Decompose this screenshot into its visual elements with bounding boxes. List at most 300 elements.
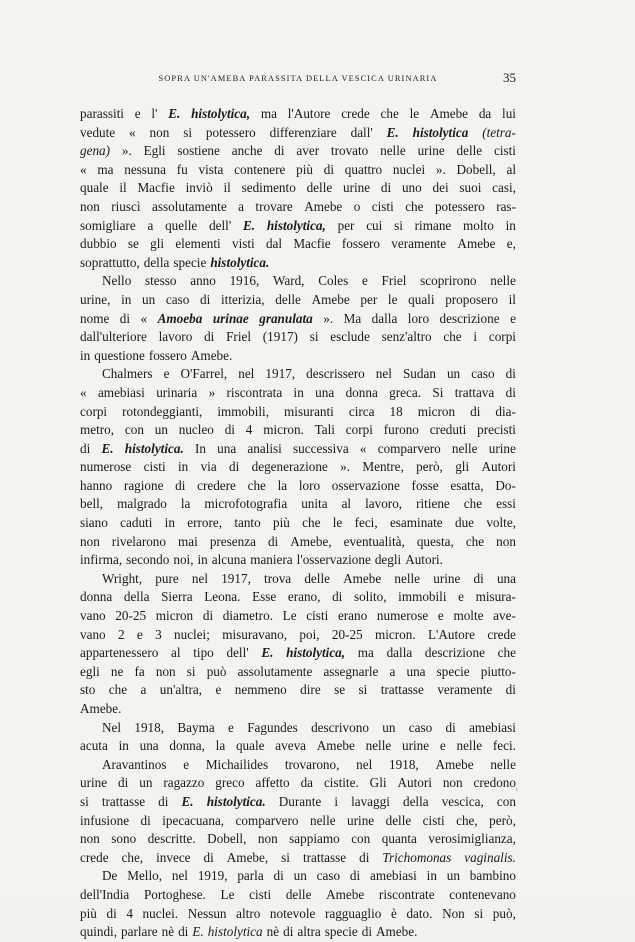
word: corpi bbox=[488, 329, 516, 345]
word: « bbox=[80, 384, 87, 400]
word: a bbox=[238, 198, 244, 214]
word: esaminate bbox=[389, 515, 443, 531]
text-line bbox=[80, 663, 516, 682]
word: vescica, bbox=[441, 793, 484, 809]
word: crede bbox=[341, 106, 370, 121]
word: descrizione bbox=[439, 310, 500, 326]
word: mai bbox=[178, 533, 198, 549]
word: Mello, bbox=[127, 868, 163, 884]
word: histolytica bbox=[207, 924, 263, 940]
word: di bbox=[178, 924, 189, 940]
word: di bbox=[119, 310, 131, 326]
word: feci, bbox=[354, 515, 378, 531]
word: ». bbox=[340, 459, 351, 475]
word: di bbox=[273, 868, 284, 884]
word: anche bbox=[231, 143, 263, 159]
word: a bbox=[147, 217, 154, 233]
word: Amebe bbox=[326, 886, 365, 902]
text-line bbox=[80, 198, 516, 217]
word: ragazzo bbox=[163, 775, 205, 791]
word: Amebe, bbox=[226, 849, 269, 865]
word: Nel bbox=[102, 719, 122, 735]
word: trattava bbox=[454, 384, 495, 400]
text-line bbox=[80, 421, 516, 440]
word: caso bbox=[165, 291, 190, 307]
word: di bbox=[445, 719, 456, 735]
word: quattro bbox=[344, 161, 383, 177]
word: osservazione bbox=[331, 477, 400, 493]
word: donna bbox=[345, 384, 378, 400]
word: secondo bbox=[126, 552, 170, 568]
word: histolytica. bbox=[124, 440, 184, 456]
word: e bbox=[439, 738, 446, 754]
word: cisti bbox=[422, 812, 445, 828]
word: comparvero bbox=[377, 440, 441, 456]
word: descrizione bbox=[424, 645, 485, 661]
text-line bbox=[80, 440, 516, 459]
word: una bbox=[406, 663, 426, 679]
word: (1917) bbox=[262, 329, 298, 345]
text-line bbox=[80, 310, 516, 329]
word: E. bbox=[181, 793, 194, 809]
word: ipecacuana, bbox=[162, 812, 225, 828]
word: non bbox=[257, 831, 278, 847]
word: degli bbox=[374, 552, 402, 568]
word: può bbox=[206, 663, 227, 679]
word: la bbox=[215, 738, 226, 754]
word: dal bbox=[265, 236, 283, 252]
text-line bbox=[80, 235, 516, 254]
word: trovare bbox=[255, 198, 293, 214]
running-title: SOPRA UN'AMEBA PARASSITA DELLA VESCICA URINARIA bbox=[158, 74, 438, 83]
word: sedimento bbox=[241, 180, 296, 196]
word: Autori bbox=[481, 459, 516, 475]
word: « bbox=[129, 124, 136, 140]
word: dall'ulteriore bbox=[80, 329, 147, 345]
word: più bbox=[80, 905, 97, 921]
word: Le bbox=[220, 886, 235, 902]
word: un bbox=[446, 366, 461, 382]
word: Dobell, bbox=[456, 161, 496, 177]
word: analisi bbox=[247, 440, 282, 456]
word: lavoro, bbox=[365, 496, 403, 512]
word: misuravano, bbox=[222, 626, 288, 642]
word: rotondeggianti, bbox=[122, 403, 203, 419]
word: di bbox=[158, 793, 169, 809]
word: greca. bbox=[389, 384, 421, 400]
word: 18 bbox=[389, 403, 403, 419]
text-line bbox=[80, 514, 516, 533]
word: non bbox=[80, 831, 100, 847]
word: non bbox=[149, 124, 170, 140]
text-line bbox=[80, 272, 516, 291]
word: descrissero bbox=[306, 366, 365, 382]
word: al bbox=[506, 161, 516, 177]
word: e bbox=[163, 366, 170, 382]
word: nelle bbox=[309, 812, 336, 828]
word: nome bbox=[80, 310, 110, 326]
word: i bbox=[473, 329, 478, 345]
word: nelle bbox=[456, 738, 483, 754]
text-line bbox=[80, 347, 516, 366]
text-line bbox=[80, 886, 516, 905]
word: dei bbox=[432, 180, 449, 196]
word: Do- bbox=[495, 477, 516, 493]
word: e bbox=[183, 756, 190, 772]
word: non bbox=[155, 663, 176, 679]
word: quelle bbox=[165, 217, 198, 233]
word: i bbox=[334, 793, 338, 809]
word: di bbox=[140, 812, 151, 828]
word: dia- bbox=[495, 403, 516, 419]
word: Amebe bbox=[457, 236, 496, 252]
word: dall' bbox=[350, 124, 373, 140]
word: erano bbox=[337, 608, 368, 624]
word: trattasse bbox=[380, 682, 424, 698]
word: 1918, bbox=[134, 719, 165, 735]
word: degenerazione bbox=[251, 459, 328, 475]
text-line bbox=[80, 719, 516, 738]
word: che bbox=[463, 496, 483, 512]
word: unita bbox=[301, 496, 328, 512]
word: « bbox=[359, 440, 367, 456]
word: invece bbox=[156, 849, 191, 865]
word: descrivono bbox=[311, 719, 369, 735]
word: fu bbox=[176, 161, 188, 177]
word: un'altra, bbox=[159, 682, 203, 698]
word: egli bbox=[80, 663, 100, 679]
word: quale bbox=[80, 180, 109, 196]
word: 4 bbox=[245, 422, 253, 438]
word: 4 bbox=[126, 905, 133, 921]
word: donna, bbox=[169, 738, 205, 754]
word: vano bbox=[80, 608, 106, 624]
word: Portoghese. bbox=[143, 886, 206, 902]
word: si bbox=[309, 329, 319, 345]
word: che bbox=[497, 645, 516, 661]
word: E. bbox=[192, 924, 204, 940]
word: amebiasi bbox=[469, 719, 516, 735]
word: sappiamo bbox=[289, 831, 340, 847]
word: 1916, bbox=[229, 273, 260, 289]
word: e, bbox=[506, 236, 516, 252]
word: trattasse bbox=[101, 793, 146, 809]
word: si bbox=[281, 849, 290, 865]
word: che bbox=[247, 477, 266, 493]
word: altro bbox=[236, 905, 261, 921]
word: di bbox=[505, 682, 516, 698]
word: dato. bbox=[406, 905, 433, 921]
word: notevole bbox=[269, 905, 316, 921]
word: dubbio bbox=[80, 236, 117, 252]
word: contenevano bbox=[449, 886, 516, 902]
word: urine bbox=[417, 143, 445, 159]
word: che, bbox=[456, 812, 478, 828]
word: una bbox=[217, 440, 237, 456]
word: differenziare bbox=[269, 124, 337, 140]
word: Leona. bbox=[204, 589, 241, 605]
word: Amebe, bbox=[290, 533, 332, 549]
word: maniera bbox=[250, 552, 293, 568]
word: se bbox=[127, 236, 139, 252]
word: un bbox=[142, 291, 156, 307]
word: se bbox=[334, 682, 346, 698]
word: Nello bbox=[102, 273, 132, 289]
word: di bbox=[204, 329, 215, 345]
word: diametro. bbox=[222, 608, 273, 624]
word: Ma bbox=[343, 310, 362, 326]
word: 20-25 bbox=[115, 608, 147, 624]
word: che bbox=[405, 198, 424, 214]
word: un bbox=[446, 868, 460, 884]
word: le bbox=[409, 106, 420, 121]
word: histolytica, bbox=[191, 106, 251, 121]
word: veramente bbox=[437, 682, 493, 698]
word: gli bbox=[455, 459, 470, 475]
word: E. bbox=[261, 645, 274, 661]
word: Amebe. bbox=[80, 701, 122, 716]
word: si bbox=[358, 682, 368, 698]
word: le bbox=[387, 291, 398, 307]
word: feci. bbox=[492, 738, 516, 754]
word: al bbox=[341, 496, 352, 512]
word: urinaria bbox=[156, 384, 198, 400]
word: altra bbox=[297, 924, 321, 940]
word: non bbox=[496, 533, 516, 549]
word: nel bbox=[375, 366, 392, 382]
word: Amebe. bbox=[376, 924, 418, 940]
word: caduti bbox=[120, 515, 153, 531]
word: 20-25 bbox=[331, 626, 363, 642]
word: di bbox=[203, 849, 214, 865]
word: più bbox=[272, 515, 290, 531]
word: trovarono, bbox=[284, 756, 340, 772]
word: Tali bbox=[314, 422, 335, 438]
word: l' bbox=[151, 106, 158, 121]
word: questa, bbox=[416, 533, 454, 549]
text-line bbox=[80, 607, 516, 626]
word: si bbox=[186, 663, 196, 679]
word: proposero bbox=[445, 291, 498, 307]
word: histolytica. bbox=[210, 254, 270, 270]
word: Amebe bbox=[435, 756, 474, 772]
word: Macfie bbox=[137, 180, 175, 196]
word: nel bbox=[356, 756, 373, 772]
word: Durante bbox=[278, 793, 322, 809]
word: ». bbox=[435, 161, 446, 177]
word: aveva bbox=[275, 738, 307, 754]
word: assolutamente bbox=[151, 198, 227, 214]
word: histolytica. bbox=[206, 793, 266, 809]
word: con bbox=[496, 793, 516, 809]
word: il bbox=[223, 180, 231, 196]
word: presenza bbox=[209, 533, 256, 549]
word: di bbox=[332, 589, 343, 605]
word: di bbox=[505, 384, 516, 400]
text-line bbox=[80, 124, 516, 143]
word: esatta, bbox=[450, 477, 484, 493]
text-line bbox=[80, 774, 519, 795]
word: acuta bbox=[80, 738, 108, 754]
word: un bbox=[139, 775, 153, 791]
word: nuclei. bbox=[142, 905, 179, 921]
word: gena) bbox=[80, 143, 111, 159]
word: histolytica bbox=[412, 124, 469, 140]
word: successiva bbox=[293, 440, 349, 456]
word: urine, bbox=[80, 291, 111, 307]
word: e bbox=[136, 626, 143, 642]
word: ». bbox=[323, 310, 334, 326]
word: in bbox=[197, 552, 208, 568]
word: tanto bbox=[234, 515, 261, 531]
word: O'Farrel, bbox=[180, 366, 228, 382]
word: di bbox=[361, 924, 373, 940]
word: sto bbox=[80, 682, 96, 698]
word: l'osservazione bbox=[296, 552, 371, 568]
word: essi bbox=[496, 496, 516, 512]
word: amebiasi bbox=[369, 868, 417, 884]
word: di bbox=[470, 403, 481, 419]
word: Mentre, bbox=[362, 459, 404, 475]
word: a bbox=[389, 663, 396, 679]
word: in bbox=[164, 515, 175, 531]
word: caso bbox=[316, 868, 341, 884]
word: però, bbox=[489, 812, 516, 828]
word: ras- bbox=[496, 198, 516, 214]
word: e bbox=[134, 106, 141, 121]
word: ma bbox=[260, 106, 277, 121]
text-line bbox=[80, 551, 516, 570]
word: di bbox=[283, 924, 294, 940]
text-line bbox=[80, 328, 516, 347]
word: greco bbox=[215, 775, 245, 791]
word: riscontrata bbox=[226, 384, 283, 400]
word: micron. bbox=[263, 422, 304, 438]
word: dire bbox=[300, 682, 321, 698]
word: 3 bbox=[155, 626, 162, 642]
text-line bbox=[80, 533, 516, 552]
word: Dobell, bbox=[207, 831, 247, 847]
word: di bbox=[505, 366, 516, 382]
word: appartenessero bbox=[80, 645, 159, 661]
word: di bbox=[200, 291, 211, 307]
text-line bbox=[80, 142, 516, 161]
word: e bbox=[437, 608, 444, 624]
word: urine bbox=[488, 440, 516, 456]
word: sono bbox=[111, 831, 137, 847]
word: che bbox=[465, 533, 485, 549]
word: in bbox=[177, 459, 189, 475]
word: potessero bbox=[205, 124, 256, 140]
word: Trichomonas bbox=[382, 849, 452, 865]
text-line bbox=[80, 849, 516, 868]
word: metro, bbox=[80, 422, 115, 438]
word: molto bbox=[463, 217, 494, 233]
word: Friel bbox=[381, 273, 407, 289]
word: via bbox=[200, 459, 217, 475]
word: in bbox=[118, 738, 129, 754]
word: nelle bbox=[365, 738, 392, 754]
word: che, bbox=[121, 849, 144, 865]
word: Friel bbox=[226, 329, 252, 345]
word: fossero bbox=[341, 236, 380, 252]
word: creduti bbox=[429, 422, 467, 438]
word: caso bbox=[471, 366, 495, 382]
word: cisti bbox=[493, 143, 516, 159]
word: numerose bbox=[376, 608, 429, 624]
word: nelle bbox=[490, 756, 516, 772]
word: hanno bbox=[80, 477, 113, 493]
text-line bbox=[80, 105, 516, 124]
text-line bbox=[80, 812, 516, 831]
word: per bbox=[337, 217, 355, 233]
word: in bbox=[426, 868, 437, 884]
word: ne bbox=[110, 663, 124, 679]
word: da bbox=[478, 106, 492, 121]
word: Gli bbox=[369, 775, 387, 791]
word: 2 bbox=[117, 626, 125, 642]
word: E. bbox=[386, 124, 399, 140]
word: che bbox=[443, 329, 462, 345]
word: tipo bbox=[193, 645, 214, 661]
word: e bbox=[510, 310, 516, 326]
word: nemmeno bbox=[234, 682, 287, 698]
word: non bbox=[442, 775, 463, 791]
word: solito, bbox=[353, 589, 387, 605]
word: nè bbox=[266, 924, 280, 940]
word: « bbox=[140, 310, 148, 326]
word: ma bbox=[97, 161, 114, 177]
text-line bbox=[80, 867, 516, 886]
word: di bbox=[380, 180, 392, 196]
word: Amoeba bbox=[157, 310, 203, 326]
word: assegnarle bbox=[323, 663, 379, 679]
word: Sudan bbox=[402, 366, 436, 382]
word: cisti bbox=[143, 459, 166, 475]
word: inviò bbox=[185, 180, 213, 196]
word: con bbox=[124, 422, 144, 438]
text-line bbox=[80, 793, 516, 812]
word: corpi bbox=[345, 422, 373, 438]
word: lavaggi bbox=[351, 793, 390, 809]
word: soprattutto, bbox=[80, 254, 140, 270]
word: rivelarono bbox=[111, 533, 166, 549]
word: che bbox=[108, 682, 128, 698]
word: quale bbox=[235, 738, 265, 754]
word: Sierra bbox=[161, 589, 193, 605]
word: E. bbox=[168, 106, 181, 121]
word: in bbox=[293, 384, 304, 400]
word: piutto- bbox=[480, 663, 516, 679]
word: con bbox=[351, 831, 371, 847]
word: furono bbox=[383, 422, 419, 438]
word: la bbox=[277, 477, 288, 493]
word: contenere bbox=[234, 161, 286, 177]
word: urine bbox=[433, 570, 461, 586]
word: Le bbox=[282, 608, 297, 624]
word: micron. bbox=[374, 626, 416, 642]
word: non bbox=[80, 198, 100, 214]
word: delle bbox=[306, 180, 333, 196]
word: L'Autore bbox=[427, 626, 476, 642]
word: che bbox=[302, 515, 321, 531]
word: bambino bbox=[469, 868, 516, 884]
word: microfotografia bbox=[204, 496, 288, 512]
word: Chalmers bbox=[102, 366, 153, 382]
word: di bbox=[359, 849, 370, 865]
word: nelle bbox=[490, 273, 516, 289]
word: scoprirono bbox=[420, 273, 477, 289]
